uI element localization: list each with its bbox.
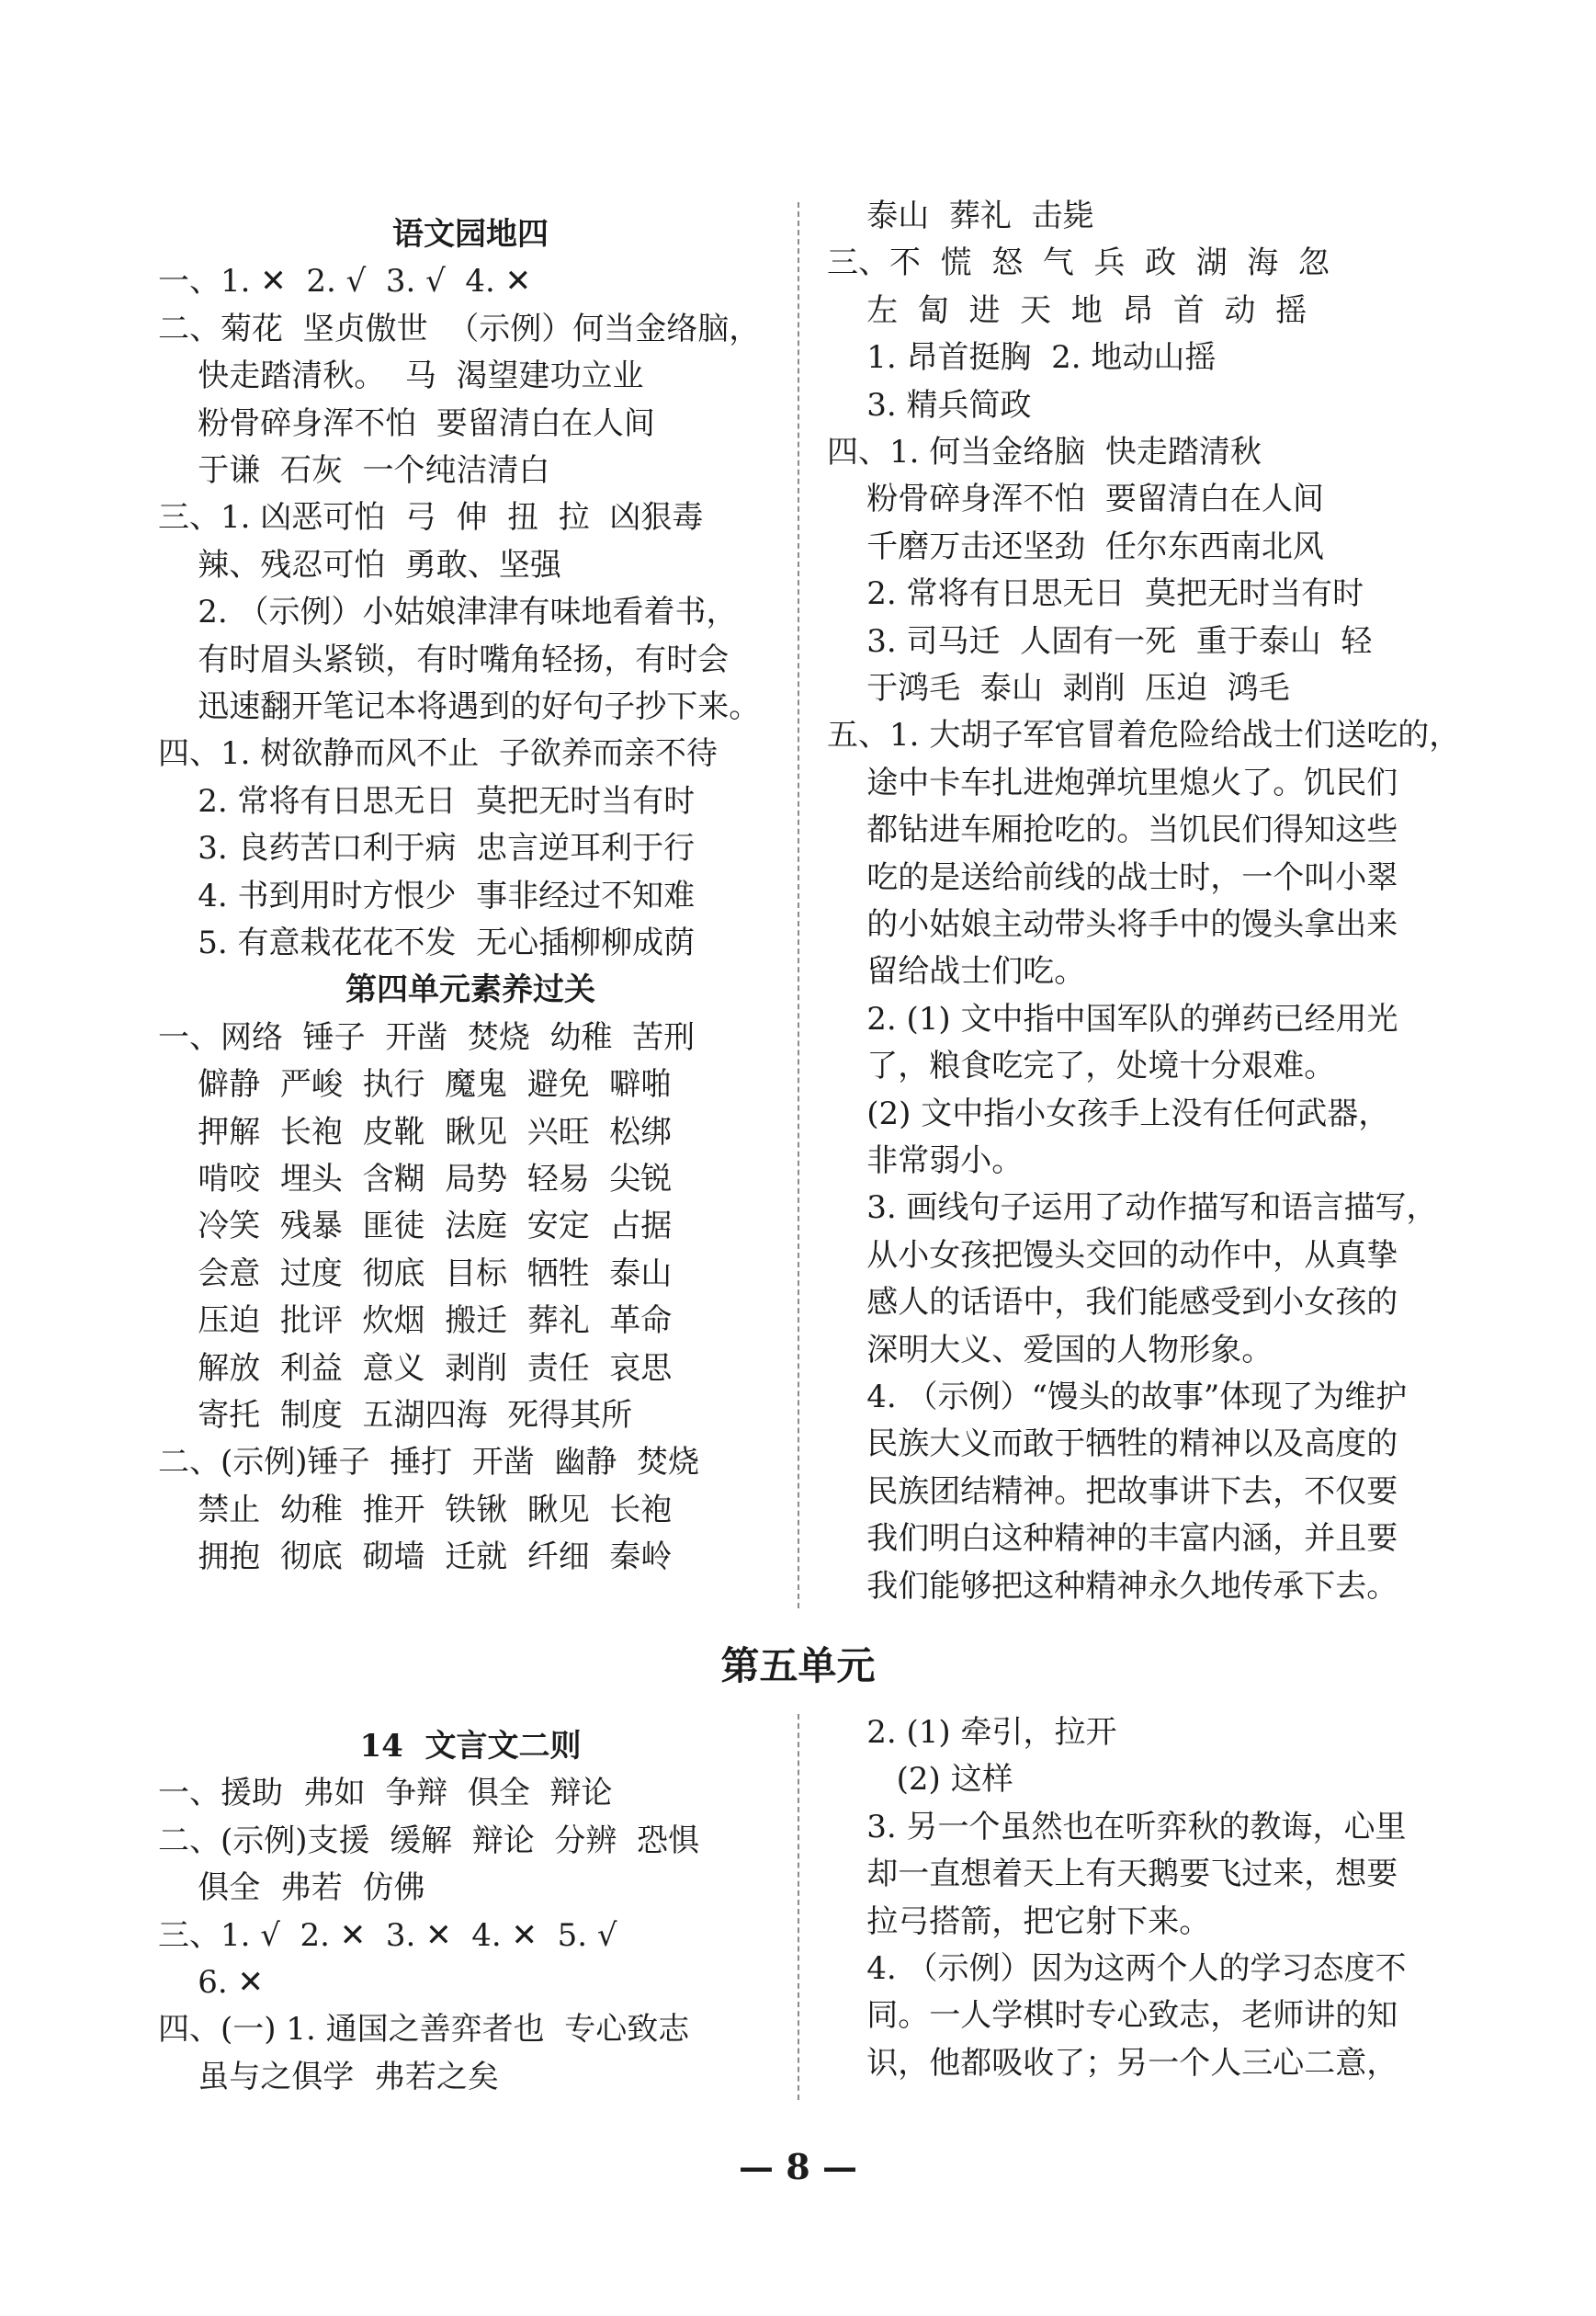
answer-line: 3. 司马迁 人固有一死 重于泰山 轻 — [827, 622, 1373, 660]
answer-line: 压迫 批评 炊烟 搬迁 葬礼 革命 — [158, 1302, 673, 1340]
answer-line: 泰山 葬礼 击毙 — [827, 198, 1094, 234]
column-divider-bottom — [798, 1714, 799, 2100]
answer-line: 途中卡车扎进炮弹坑里熄火了。饥民们 — [827, 764, 1398, 801]
section-heading: 14 文言文二则 — [359, 1728, 582, 1765]
answer-line: 会意 过度 彻底 目标 牺牲 泰山 — [158, 1254, 673, 1292]
answer-line: 有时眉头紧锁，有时嘴角轻扬，有时会 — [158, 641, 730, 678]
answer-line: 于鸿毛 泰山 剥削 压迫 鸿毛 — [827, 670, 1290, 707]
section-heading: 语文园地四 — [392, 216, 549, 253]
answer-line: 三、1. 凶恶可怕 弓 伸 扭 拉 凶狠毒 — [158, 499, 704, 537]
answer-line: 3. 良药苦口利于病 忠言逆耳利于行 — [158, 830, 696, 868]
answer-line: 4. （示例）因为这两个人的学习态度不 — [827, 1950, 1407, 1987]
answer-line: 6. ✕ — [158, 1964, 264, 2001]
answer-line: 二、菊花 坚贞傲世 （示例）何当金络脑， — [158, 310, 761, 347]
answer-line: 2. （示例）小姑娘津津有味地看着书， — [158, 594, 738, 631]
answer-line: 4. 书到用时方恨少 事非经过不知难 — [158, 877, 696, 914]
answer-line: 2. (1) 文中指中国军队的弹药已经用光 — [827, 1000, 1398, 1038]
answer-line: 粉骨碎身浑不怕 要留清白在人间 — [158, 404, 655, 442]
answer-line: 3. 画线句子运用了动作描写和语言描写， — [827, 1189, 1438, 1227]
answer-line: 我们能够把这种精神永久地传承下去。 — [827, 1567, 1398, 1605]
answer-line: 却一直想着天上有天鹅要飞过来，想要 — [827, 1856, 1398, 1893]
answer-line: 虽与之俱学 弗若之矣 — [158, 2058, 499, 2095]
answer-line: 禁止 幼稚 推开 铁锹 瞅见 长袍 — [158, 1491, 673, 1528]
answer-line: 的小姑娘主动带头将手中的馒头拿出来 — [827, 906, 1398, 943]
answer-line: 2. 常将有日思无日 莫把无时当有时 — [158, 782, 696, 820]
answer-line: 解放 利益 意义 剥削 责任 哀思 — [158, 1349, 673, 1387]
column-divider-top — [798, 202, 799, 1608]
answer-line: 冷笑 残暴 匪徒 法庭 安定 占据 — [158, 1208, 673, 1245]
answer-line: 留给战士们吃。 — [827, 953, 1086, 991]
answer-line: 僻静 严峻 执行 魔鬼 避免 噼啪 — [158, 1066, 673, 1104]
answer-line: 民族团结精神。把故事讲下去，不仅要 — [827, 1472, 1398, 1510]
answer-line: 非常弱小。 — [827, 1142, 1024, 1179]
section-title: 第五单元 — [720, 1643, 876, 1688]
answer-line: 三、不 慌 怒 气 兵 政 湖 海 忽 — [827, 244, 1330, 282]
answer-line: 拥抱 彻底 砌墙 迁就 纤细 秦岭 — [158, 1538, 673, 1576]
answer-line: 2. 常将有日思无日 莫把无时当有时 — [827, 575, 1364, 613]
answer-line: 4. （示例）“馒头的故事”体现了为维护 — [827, 1379, 1408, 1415]
answer-line: (2) 这样 — [827, 1761, 1013, 1799]
answer-line: 四、1. 树欲静而风不止 子欲养而亲不待 — [158, 735, 718, 773]
answer-line: 押解 长袍 皮靴 瞅见 兴旺 松绑 — [158, 1113, 673, 1151]
answer-line: 2. (1) 牵引，拉开 — [827, 1714, 1117, 1751]
answer-line: 深明大义、爱国的人物形象。 — [827, 1331, 1273, 1368]
answer-line: 三、1. √ 2. ✕ 3. ✕ 4. ✕ 5. √ — [158, 1916, 617, 1954]
answer-line: 迅速翻开笔记本将遇到的好句子抄下来。 — [158, 688, 761, 725]
answer-line: 3. 精兵简政 — [827, 386, 1032, 424]
section-heading: 第四单元素养过关 — [345, 971, 595, 1009]
answer-line: 啃咬 埋头 含糊 局势 轻易 尖锐 — [158, 1161, 673, 1198]
answer-line: 二、(示例)锤子 捶打 开凿 幽静 焚烧 — [158, 1444, 699, 1482]
answer-line: 寄托 制度 五湖四海 死得其所 — [158, 1397, 633, 1434]
answer-line: 四、(一) 1. 通国之善弈者也 专心致志 — [158, 2011, 690, 2049]
answer-line: 二、(示例)支援 缓解 辩论 分辨 恐惧 — [158, 1822, 699, 1859]
answer-line: 四、1. 何当金络脑 快走踏清秋 — [827, 434, 1262, 471]
answer-line: 吃的是送给前线的战士时，一个叫小翠 — [827, 858, 1398, 896]
answer-line: 同。一人学棋时专心致志，老师讲的知 — [827, 1997, 1398, 2035]
answer-line: 左 匐 进 天 地 昂 首 动 摇 — [827, 291, 1307, 329]
answer-line: 都钻进车厢抢吃的。当饥民们得知这些 — [827, 812, 1398, 849]
answer-line: 我们明白这种精神的丰富内涵，并且要 — [827, 1520, 1398, 1558]
answer-line: 俱全 弗若 仿佛 — [158, 1869, 425, 1907]
answer-line: 辣、残忍可怕 勇敢、坚强 — [158, 546, 561, 584]
page-number: — 8 — — [739, 2146, 857, 2187]
answer-line: 1. 昂首挺胸 2. 地动山摇 — [827, 339, 1217, 377]
answer-line: 民族大义而敢于牺牲的精神以及高度的 — [827, 1425, 1398, 1463]
answer-line: 五、1. 大胡子军官冒着危险给战士们送吃的， — [827, 717, 1461, 755]
answer-line: 了，粮食吃完了，处境十分艰难。 — [827, 1048, 1336, 1085]
answer-line: 一、1. ✕ 2. √ 3. √ 4. ✕ — [158, 263, 532, 301]
answer-line: 拉弓搭箭，把它射下来。 — [827, 1902, 1211, 1940]
answer-line: 于谦 石灰 一个纯洁清白 — [158, 452, 550, 489]
answer-line: (2) 文中指小女孩手上没有任何武器， — [827, 1095, 1390, 1132]
answer-line: 识，他都吸收了；另一个人三心二意， — [827, 2044, 1398, 2082]
answer-line: 一、援助 弗如 争辩 俱全 辩论 — [158, 1775, 613, 1812]
answer-line: 5. 有意栽花花不发 无心插柳柳成荫 — [158, 925, 696, 961]
answer-line: 快走踏清秋。 马 渴望建功立业 — [158, 358, 644, 395]
answer-line: 千磨万击还坚劲 任尔东西南北风 — [827, 528, 1324, 565]
answer-line: 粉骨碎身浑不怕 要留清白在人间 — [827, 481, 1324, 518]
answer-line: 感人的话语中，我们能感受到小女孩的 — [827, 1284, 1398, 1322]
answer-line: 一、网络 锤子 开凿 焚烧 幼稚 苦刑 — [158, 1018, 696, 1056]
answer-line: 3. 另一个虽然也在听弈秋的教诲，心里 — [827, 1808, 1407, 1845]
answer-line: 从小女孩把馒头交回的动作中，从真挚 — [827, 1236, 1398, 1274]
